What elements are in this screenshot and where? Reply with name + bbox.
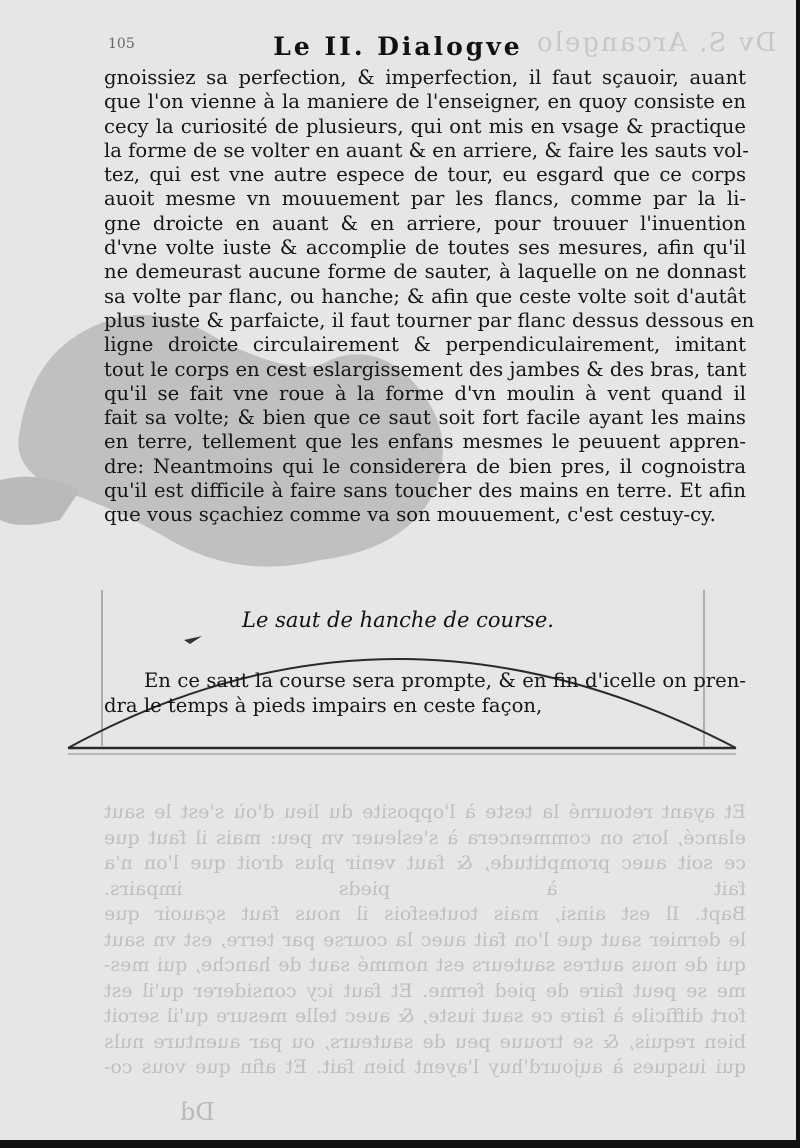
running-head: Le II. Dialogve bbox=[273, 32, 523, 61]
text-line: que vous sçachiez comme va son mouuement, c'est cestuy-cy. bbox=[104, 503, 716, 527]
bleed-line: fort difficile à faire ce saut iuste, & auec telle mesure qu'il seroit bbox=[104, 1005, 746, 1027]
page-number: 105 bbox=[108, 36, 135, 52]
text-line: dre: Neantmoins qui le considerera de bien pres, il cognoistra bbox=[104, 454, 746, 478]
bleed-line: me se peut faire de pied ferme. Et faut icy considerer qu'il est bbox=[104, 979, 746, 1002]
bleed-line: fait à pieds impairs. bbox=[104, 877, 746, 900]
text-line: qu'il se fait vne roue à la forme d'vn moulin à vent quand il bbox=[104, 381, 746, 405]
bleed-through-text bbox=[104, 800, 746, 1081]
bleed-line: qui iusques à aujourd'huy l'ayent bien fait. Et afin que vous co- bbox=[104, 1056, 746, 1078]
section-title: Le saut de hanche de course. bbox=[242, 608, 554, 632]
text-line: fait sa volte; & bien que ce saut soit fort facile ayant les mains bbox=[104, 406, 746, 430]
bleed-line: bien requis, & se trouue peu de sauteurs, ou par auenture nuls bbox=[104, 1030, 746, 1053]
bleed-line: ce soit auec promptitude, & faut venir plus droit que l'on n'a bbox=[104, 852, 746, 874]
text-line: dra le temps à pieds impairs en ceste façon, bbox=[104, 694, 543, 717]
text-line: qu'il est difficile à faire sans toucher des mains en terre. Et afin bbox=[104, 479, 746, 503]
text-line: d'vne volte iuste & accomplie de toutes ses mesures, afin qu'il bbox=[104, 236, 746, 260]
text-line: cecy la curiosité de plusieurs, qui ont mis en vsage & practique bbox=[104, 114, 746, 138]
bleed-line: elancé, lors on commencera à s'esleuer vn peu: mais il faut que bbox=[104, 826, 746, 849]
text-line: ne demeurast aucune forme de sauter, à laquelle on ne donnast bbox=[104, 260, 746, 284]
main-paragraph bbox=[104, 66, 755, 528]
bleed-line: qui de nous autres sauteurs est nommé saut de hanche, qui mes- bbox=[104, 954, 746, 976]
text-line: sa volte par flanc, ou hanche; & afin que ceste volte soit d'autât bbox=[104, 284, 746, 308]
bleed-line: Bapt. Il est ainsi, mais toutesfois il nous faut sçauoir que bbox=[104, 903, 746, 925]
text-line: plus iuste & parfaicte, il faut tourner par flanc dessus dessous en bbox=[104, 308, 755, 332]
text-line: gnoissiez sa perfection, & imperfection, il faut sçauoir, auant bbox=[104, 66, 746, 89]
text-line: ligne droicte circulairement & perpendiculairement, imitant bbox=[104, 333, 746, 357]
text-line: tout le corps en cest eslargissement des jambes & des bras, tant bbox=[104, 357, 747, 381]
text-line: la forme de se volter en auant & en arriere, & faire les sauts vol- bbox=[104, 138, 749, 162]
text-line: auoit mesme vn mouuement par les flancs, comme par la li- bbox=[104, 187, 746, 211]
section-paragraph bbox=[104, 668, 746, 718]
text-line: tez, qui est vne autre espece de tour, eu esgard que ce corps bbox=[104, 163, 746, 187]
bleed-through-running-head: Dv S. Arcangelo bbox=[534, 28, 776, 58]
signature-mark: Dd bbox=[180, 1098, 215, 1126]
bleed-line: le dernier saut que l'on fait auec la course par terre, est vn saut bbox=[104, 928, 746, 951]
text-line: gne droicte en auant & en arriere, pour trouuer l'inuention bbox=[104, 211, 746, 235]
text-line: En ce saut la course sera prompte, & en fin d'icelle on pren- bbox=[144, 669, 746, 692]
text-line: que l'on vienne à la maniere de l'enseigner, en quoy consiste en bbox=[104, 90, 746, 114]
bleed-line: Et ayant retourné la teste à l'opposite du lieu d'où s'est le saut bbox=[104, 801, 746, 823]
text-line: en terre, tellement que les enfans mesmes le peuuent appren- bbox=[104, 430, 746, 454]
